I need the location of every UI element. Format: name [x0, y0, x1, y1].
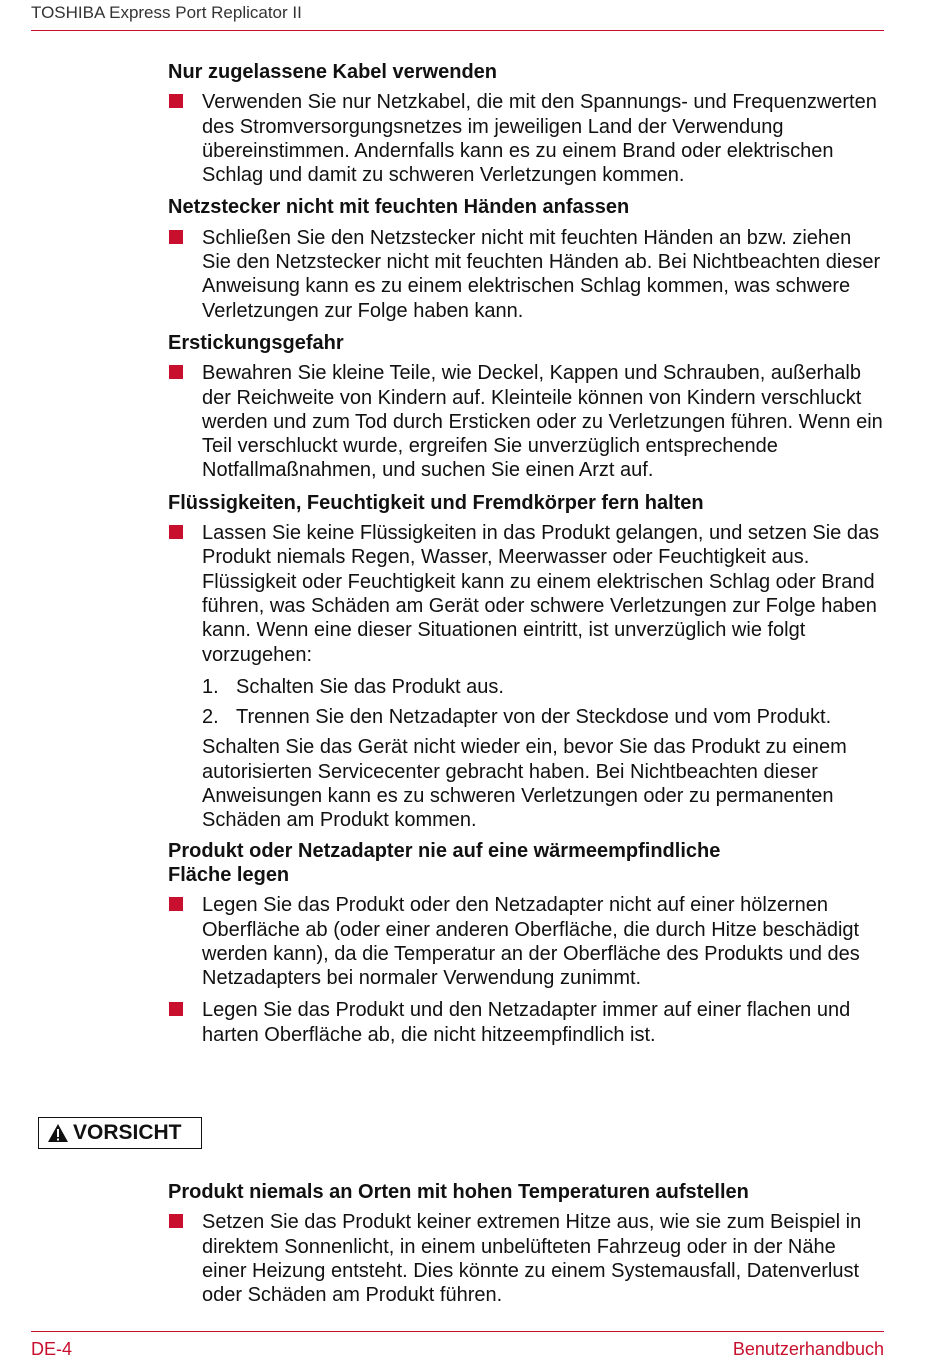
section-cables: [168, 60, 884, 187]
bullet-item: [168, 226, 884, 323]
footer-rule: [31, 1331, 884, 1332]
caution-content: [168, 1180, 884, 1315]
bullet-square-icon: [169, 1214, 183, 1228]
bullet-square-icon: [169, 525, 183, 539]
step-text: Trennen Sie den Netzadapter von der Steckdose und vom Produkt.: [236, 706, 832, 729]
section-title: Erstickungsgefahr: [168, 331, 344, 354]
section-title: Nur zugelassene Kabel verwenden: [168, 61, 498, 83]
bullet-square-icon: [169, 365, 183, 379]
warning-triangle-icon: [47, 1123, 69, 1143]
caution-label-box: [38, 1117, 202, 1149]
section-liquids: [168, 491, 884, 833]
manual-name: Benutzerhandbuch: [732, 1339, 884, 1359]
bullet-square-icon: [169, 1002, 183, 1016]
bullet-text: Setzen Sie das Produkt keiner extremen Hitze aus, wie sie zum Beispiel in direktem Sonnenlicht, in einem unbelüfteten Fahrzeug oder in der Nähe einer Heizung entsteht. Dies könnte zu einem Systemausfall, Datenverlust oder Schäden am Produkt führen.: [202, 1211, 862, 1307]
bullet-text: Schließen Sie den Netzstecker nicht mit feuchten Händen an bzw. ziehen Sie den Netzstecker nicht mit feuchten Händen ab. Bei Nichtbeachten dieser Anweisung kann es zu einem elektrischen Schlag kommen, was schwere Verletzungen zur Folge haben kann.: [202, 226, 881, 322]
step-number: 1.: [202, 675, 219, 698]
bullet-text: Bewahren Sie kleine Teile, wie Deckel, Kappen und Schrauben, außerhalb der Reichweite von Kindern auf. Kleinteile können von Kindern verschluckt werden und zum Tod durch Ersticken oder zu Verletzungen führen. Wenn ein Teil verschluckt wurde, ergreifen Sie unverzüglich entsprechende Notfallmaßnahmen, und suchen Sie einen Arzt auf.: [202, 362, 883, 482]
bullet-item: [168, 998, 884, 1047]
step-number: 2.: [202, 706, 219, 729]
header-rule: [31, 30, 884, 31]
bullet-item: [168, 90, 884, 187]
section-title: Produkt oder Netzadapter nie auf eine wärmeempfindliche Fläche legen: [168, 839, 721, 886]
page-header-title: TOSHIBA Express Port Replicator II: [31, 3, 302, 22]
bullet-text: Verwenden Sie nur Netzkabel, die mit den Spannungs- und Frequenzwerten des Stromversorgungsnetzes im jeweiligen Land der Verwendung übereinstimmen. Andernfalls kann es zu einem Brand oder elektrischen Schlag und damit zu schweren Verletzungen kommen.: [202, 91, 877, 187]
after-paragraph: Schalten Sie das Gerät nicht wieder ein, bevor Sie das Produkt zu einem autorisierten Servicecenter gebracht haben. Bei Nichtbeachten dieser Anweisungen kann es zu schweren Verletzungen oder zu permanenten Schäden am Produkt kommen.: [202, 736, 847, 832]
bullet-square-icon: [169, 897, 183, 911]
section-heat-sensitive: [168, 839, 884, 1047]
numbered-step: [168, 705, 884, 729]
section-title: Netzstecker nicht mit feuchten Händen anfassen: [168, 196, 630, 219]
numbered-step: [168, 675, 884, 699]
section-wet-hands: [168, 195, 884, 322]
main-content: [168, 60, 884, 1055]
bullet-square-icon: [169, 94, 183, 108]
section-choking: [168, 331, 884, 483]
bullet-text: Legen Sie das Produkt und den Netzadapter immer auf einer flachen und harten Oberfläche ab, die nicht hitzeempfindlich ist.: [202, 999, 851, 1046]
caution-label: VORSICHT: [73, 1121, 182, 1144]
bullet-item: [168, 1210, 884, 1307]
section-title: Flüssigkeiten, Feuchtigkeit und Fremdkörper fern halten: [168, 491, 704, 514]
step-text: Schalten Sie das Produkt aus.: [236, 675, 504, 698]
section-title: Produkt niemals an Orten mit hohen Temperaturen aufstellen: [168, 1181, 749, 1203]
bullet-item: [168, 361, 884, 482]
bullet-text: Lassen Sie keine Flüssigkeiten in das Produkt gelangen, und setzen Sie das Produkt niemals Regen, Wasser, Meerwasser oder Feuchtigkeit aus. Flüssigkeit oder Feuchtigkeit kann zu einem elektrischen Schlag oder Brand führen, was Schäden am Gerät oder schwere Verletzungen zur Folge haben kann. Wenn eine dieser Situationen eintritt, ist unverzüglich wie folgt vorzugehen:: [202, 522, 880, 666]
bullet-text: Legen Sie das Produkt oder den Netzadapter nicht auf einer hölzernen Oberfläche ab (oder einer anderen Oberfläche, die durch Hitze beschädigt werden kann), da die Temperatur an der Oberfläche des Produkts und des Netzadapters bei normaler Verwendung zunimmt.: [202, 894, 860, 990]
bullet-item: [168, 893, 884, 990]
page-number: DE-4: [31, 1339, 73, 1359]
bullet-square-icon: [169, 230, 183, 244]
bullet-item: [168, 521, 884, 667]
